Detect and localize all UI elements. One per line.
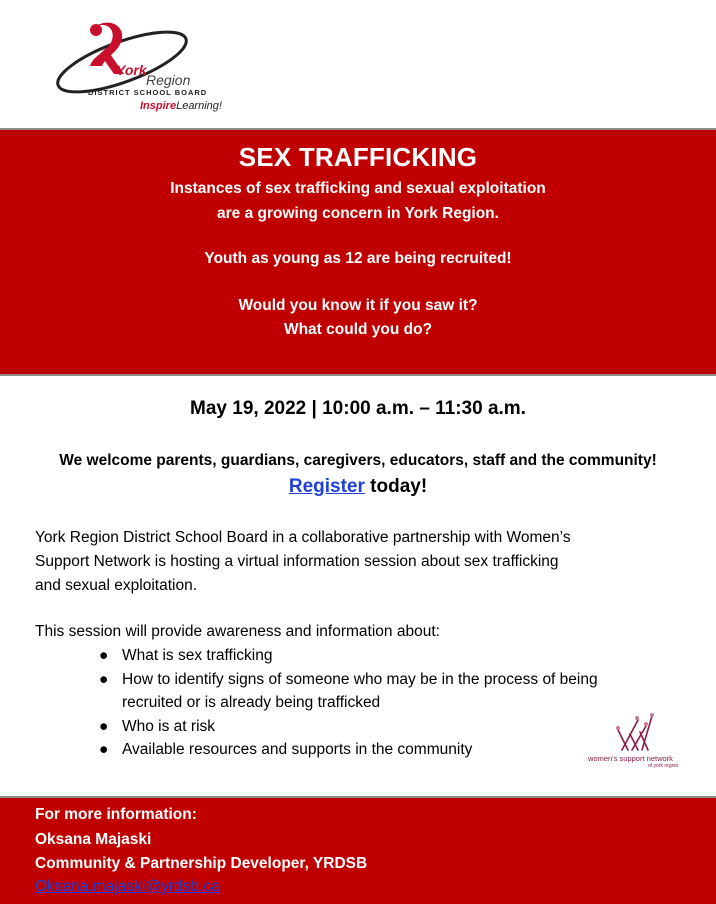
logo-board-text: DISTRICT SCHOOL BOARD bbox=[88, 88, 208, 97]
contact-email-wrap bbox=[35, 878, 220, 896]
logo-tagline-rest: Learning! bbox=[176, 100, 222, 112]
description-line: Support Network is hosting a virtual information session about sex trafficking bbox=[35, 553, 559, 570]
list-item bbox=[96, 644, 696, 668]
wsn-subtitle: of york region bbox=[648, 763, 679, 769]
register-line bbox=[0, 476, 716, 498]
contact-name: Oksana Majaski bbox=[35, 831, 152, 848]
headline-banner bbox=[0, 128, 716, 376]
banner-line: are a growing concern in York Region. bbox=[217, 205, 499, 222]
contact-title: Community & Partnership Developer, YRDSB bbox=[35, 855, 368, 872]
session-intro: This session will provide awareness and information about: bbox=[35, 623, 440, 640]
list-item-text: Available resources and supports in the community bbox=[122, 741, 473, 758]
list-item-text: recruited or is already being trafficked bbox=[122, 694, 381, 711]
description-line: and sexual exploitation. bbox=[35, 577, 198, 594]
description-line: York Region District School Board in a collaborative partnership with Women’s bbox=[35, 529, 571, 546]
register-suffix: today! bbox=[364, 476, 428, 497]
bullet-icon: ● bbox=[99, 670, 109, 688]
description-paragraph bbox=[35, 526, 675, 598]
banner-title: SEX TRAFFICKING bbox=[238, 142, 478, 172]
contact-email-link[interactable]: Oksana.majaski@yrdsb.ca bbox=[35, 878, 220, 895]
welcome-text: We welcome parents, guardians, caregivers, educators, staff and the community! bbox=[59, 452, 657, 469]
bullet-icon: ● bbox=[99, 741, 109, 758]
bullet-icon: ● bbox=[99, 647, 109, 664]
list-item-text: What is sex trafficking bbox=[122, 647, 273, 664]
wsn-name: women’s support network bbox=[588, 754, 673, 763]
contact-footer bbox=[0, 796, 716, 904]
logo-tagline-bold: Inspire bbox=[140, 100, 177, 112]
banner-line: What could you do? bbox=[283, 321, 433, 338]
banner-line: Instances of sex trafficking and sexual exploitation bbox=[170, 180, 546, 197]
list-item-continuation bbox=[96, 691, 696, 715]
banner-line: Would you know it if you saw it? bbox=[238, 297, 478, 314]
list-item-text: How to identify signs of someone who may be in the process of being bbox=[122, 670, 598, 688]
banner-line: Youth as young as 12 are being recruited! bbox=[204, 250, 512, 267]
wsn-figures-icon bbox=[588, 712, 698, 754]
list-item bbox=[96, 668, 696, 692]
logo-tagline bbox=[140, 100, 222, 112]
register-link[interactable]: Register bbox=[288, 476, 365, 497]
yrdsb-logo bbox=[50, 18, 220, 123]
womens-support-network-logo bbox=[588, 712, 698, 772]
logo-region-text: Region bbox=[146, 72, 191, 88]
footer-heading: For more information: bbox=[35, 806, 197, 823]
logo-york-text: York bbox=[116, 62, 147, 78]
list-item-text: Who is at risk bbox=[122, 717, 216, 735]
bullet-icon: ● bbox=[99, 717, 109, 735]
event-datetime: May 19, 2022 | 10:00 a.m. – 11:30 a.m. bbox=[190, 398, 526, 419]
